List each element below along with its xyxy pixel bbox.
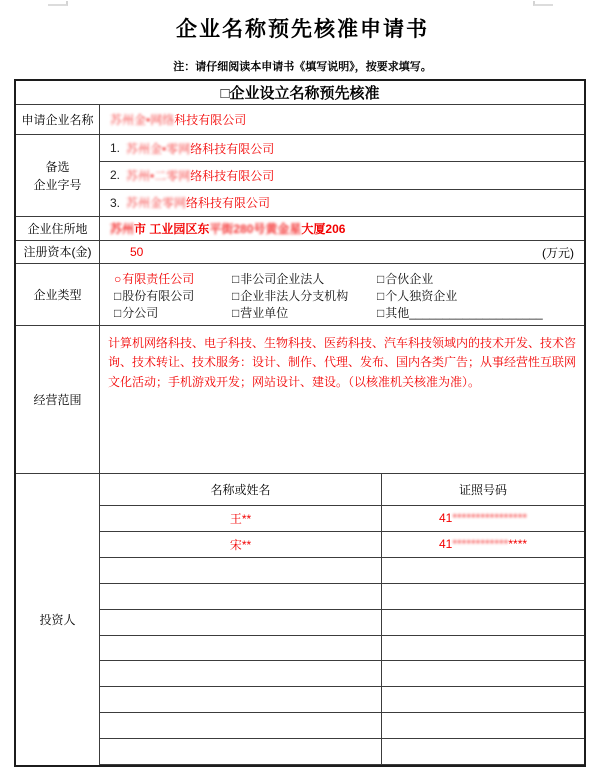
- applied-name-value: [100, 105, 584, 134]
- checkbox-icon: □: [232, 289, 240, 303]
- option-sole-proprietorship: □个人独资企业: [377, 289, 458, 303]
- row-alt-names: [16, 135, 584, 217]
- text-segment-redacted: ************: [452, 537, 509, 552]
- investor-name-empty-cell: [100, 610, 382, 635]
- capital-label: 注册资本(金): [16, 241, 100, 263]
- business-scope-label: 经营范围: [16, 326, 100, 473]
- investor-name-empty-cell: [100, 558, 382, 583]
- radio-selected-icon: ○: [114, 272, 122, 286]
- business-type-options: [100, 264, 584, 325]
- investor-id-empty-cell: [382, 739, 584, 764]
- document-title: 企业名称预先核准申请书: [176, 18, 429, 41]
- investor-name-empty-cell: [100, 687, 382, 712]
- row-applied-name: [16, 105, 584, 135]
- investor-name-empty-cell: [100, 584, 382, 609]
- investors-col-name-header: 名称或姓名: [100, 474, 382, 505]
- investors-header-row: [100, 474, 584, 506]
- option-branch-company: □分公司: [114, 306, 159, 320]
- investor-id-empty-cell: [382, 584, 584, 609]
- investor-row: [100, 506, 584, 532]
- alt-names-label: [16, 135, 100, 216]
- checkbox-icon: □: [232, 306, 240, 320]
- application-form-table: [14, 79, 586, 767]
- investor-name-empty-cell: [100, 661, 382, 686]
- text-segment: 宋**: [229, 537, 252, 552]
- alt-name-value: [126, 167, 274, 184]
- investor-empty-row: [100, 713, 584, 739]
- option-business-unit: □营业单位: [232, 306, 289, 320]
- alt-name-row-3: [100, 190, 584, 216]
- investor-id-empty-cell: [382, 636, 584, 661]
- text-segment-redacted: 苏州•二零网: [126, 168, 191, 183]
- investor-name: [100, 506, 382, 531]
- alt-names-label-line1: 备选: [45, 159, 70, 174]
- investors-label: 投资人: [16, 474, 100, 765]
- option-other: □其他____________________: [377, 306, 543, 320]
- alt-name-number: 2.: [110, 168, 121, 183]
- investor-empty-row: [100, 584, 584, 610]
- checkbox-icon: □: [114, 306, 122, 320]
- option-joint-stock-company: □股份有限公司: [114, 289, 195, 303]
- text-segment: 络科技有限公司: [190, 168, 275, 183]
- option-non-company-legal-person: □非公司企业法人: [232, 272, 325, 286]
- page-margin-cropmark-top-left: [48, 1, 68, 6]
- section-header: □企业设立名称预先核准: [16, 81, 584, 105]
- address-value: [100, 217, 584, 240]
- option-non-legal-person-branch: □企业非法人分支机构: [232, 289, 349, 303]
- text-segment-redacted: 苏州金•网络: [110, 113, 175, 127]
- option-limited-liability-company: ○有限责任公司: [114, 272, 195, 286]
- investor-name-empty-cell: [100, 739, 382, 764]
- row-business-scope: [16, 326, 584, 474]
- investor-empty-row: [100, 739, 584, 765]
- row-business-type: [16, 264, 584, 326]
- investor-name-empty-cell: [100, 636, 382, 661]
- text-segment-redacted: 苏州金零网: [126, 196, 187, 211]
- alt-name-row-2: [100, 162, 584, 189]
- investors-table: [100, 474, 584, 765]
- alt-name-value: [126, 140, 274, 157]
- option-partnership: □合伙企业: [377, 272, 434, 286]
- investor-empty-row: [100, 687, 584, 713]
- alt-name-row-1: [100, 135, 584, 162]
- text-segment-redacted: ****************: [452, 511, 528, 526]
- investor-row: [100, 532, 584, 558]
- investor-empty-row: [100, 661, 584, 687]
- checkbox-icon: □: [377, 289, 385, 303]
- alt-names-label-line2: 企业字号: [33, 177, 82, 192]
- applied-name-label: 申请企业名称: [16, 105, 100, 134]
- investor-id: [382, 506, 584, 531]
- business-scope-cell: [100, 326, 584, 473]
- investor-empty-row: [100, 636, 584, 662]
- text-segment: 科技有限公司: [174, 113, 247, 127]
- checkbox-icon: □: [232, 272, 240, 286]
- text-segment-redacted: 平街280号黄金星: [209, 222, 302, 236]
- alt-name-number: 3.: [110, 195, 121, 210]
- investor-id: [382, 532, 584, 557]
- checkbox-icon: □: [377, 306, 385, 320]
- address-label: 企业住所地: [16, 217, 100, 240]
- capital-unit: (万元): [542, 245, 574, 260]
- investor-id-empty-cell: [382, 610, 584, 635]
- text-segment: ****: [508, 537, 528, 552]
- alt-name-number: 1.: [110, 141, 121, 156]
- row-capital: [16, 241, 584, 264]
- text-segment-redacted: 苏州金•零网: [126, 141, 191, 156]
- row-address: [16, 217, 584, 241]
- text-segment: 市 工业园区东: [134, 222, 210, 236]
- investor-id-empty-cell: [382, 558, 584, 583]
- business-scope-text: 计算机网络科技、电子科技、生物科技、医药科技、汽车科技领域内的技术开发、技术咨询、技术转让、技术服务：设计、制作、代理、发布、国内各类广告；从事经营性互联网文化活动；手机游戏开发；网站设计、建设。（以核准机关核准为准）。: [108, 336, 577, 389]
- alt-names-stack: [100, 135, 584, 216]
- business-type-label: 企业类型: [16, 264, 100, 325]
- text-segment: 41: [438, 511, 453, 526]
- capital-value: 50: [130, 245, 144, 259]
- investor-id-empty-cell: [382, 713, 584, 738]
- investors-col-id-header: 证照号码: [458, 483, 507, 497]
- text-segment: 络科技有限公司: [186, 196, 271, 211]
- document-note: 注：请仔细阅读本申请书《填写说明》，按要求填写。: [173, 61, 432, 73]
- text-segment: 大厦206: [301, 222, 346, 236]
- investor-name: [100, 532, 382, 557]
- investor-empty-row: [100, 558, 584, 584]
- investor-id-empty-cell: [382, 687, 584, 712]
- row-investors: [16, 474, 584, 765]
- alt-name-value: [126, 194, 270, 211]
- capital-cell: [100, 241, 584, 263]
- text-segment-redacted: 苏州: [110, 222, 135, 236]
- page-margin-cropmark-top-right: [533, 1, 553, 6]
- investor-name-empty-cell: [100, 713, 382, 738]
- investor-empty-row: [100, 610, 584, 636]
- text-segment: 络科技有限公司: [190, 141, 275, 156]
- text-segment: 41: [438, 537, 453, 552]
- checkbox-icon: □: [114, 289, 122, 303]
- checkbox-icon: □: [377, 272, 385, 286]
- investor-id-empty-cell: [382, 661, 584, 686]
- text-segment: 王**: [229, 511, 252, 526]
